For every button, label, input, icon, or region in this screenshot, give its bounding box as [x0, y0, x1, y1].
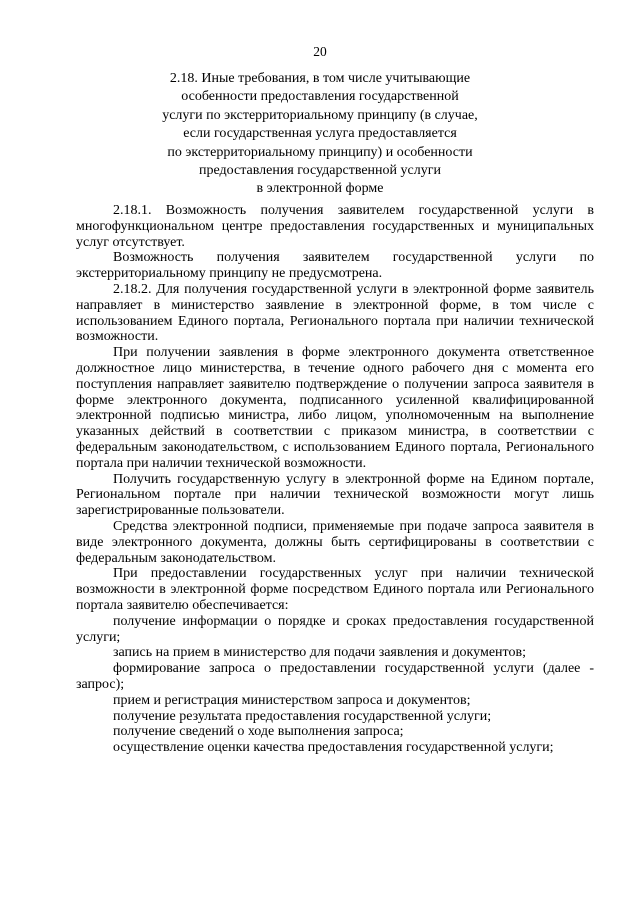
- paragraph: Возможность получения заявителем государственной услуги по экстерриториальному принципу не предусмотрена.: [76, 250, 594, 282]
- heading-line: особенности предоставления государственной: [181, 89, 459, 105]
- section-heading: [120, 70, 520, 199]
- list-item: формирование запроса о предоставлении государственной услуги (далее - запрос);: [76, 661, 594, 692]
- paragraph: Средства электронной подписи, применяемые при подаче запроса заявителя в виде электронного документа, должны быть сертифицированы в соответствии с федеральным законодательством.: [76, 518, 594, 566]
- paragraph: 2.18.2. Для получения государственной услуги в электронной форме заявитель направляет в министерство заявление в электронной форме, в том числе с использованием Единого портала, Регионального портала при наличии технической возможности.: [76, 281, 594, 345]
- heading-line: в электронной форме: [256, 181, 384, 197]
- list-item: получение результата предоставления государственной услуги;: [113, 708, 492, 724]
- heading-line: по экстерриториальному принципу) и особенности: [167, 144, 473, 160]
- list-item: получение сведений о ходе выполнения запроса;: [113, 724, 404, 740]
- paragraph: 2.18.1. Возможность получения заявителем государственной услуги в многофункциональном центре предоставления государственных и муниципальных услуг отсутствует.: [76, 203, 594, 250]
- heading-line: услуги по экстерриториальному принципу (в случае,: [162, 107, 478, 123]
- heading-line: предоставления государственной услуги: [199, 163, 441, 179]
- list-item: прием и регистрация министерством запроса и документов;: [113, 692, 471, 708]
- list-item: запись на прием в министерство для подачи заявления и документов;: [113, 645, 526, 661]
- list-item: получение информации о порядке и сроках предоставления государственной услуги;: [76, 613, 594, 645]
- paragraph: При получении заявления в форме электронного документа ответственное должностное лицо министерства, в течение одного рабочего дня с момента его поступления направляет заявителю подтверждение о получении запроса заявителя в форме электронного документа, подписанного усиленной квалифицированной электронной подписью министра, либо лицом, уполномоченным на выполнение указанных действий в соответствии с приказом министра, в соответствии с федеральным законодательством, с использованием Единого портала, Регионального портала при наличии технической возможности.: [76, 345, 594, 471]
- document-body: [76, 203, 594, 756]
- paragraph: Получить государственную услугу в электронной форме на Едином портале, Региональном портале при наличии технической возможности могут лишь зарегистрированные пользователи.: [76, 471, 594, 519]
- list-item: осуществление оценки качества предоставления государственной услуги;: [113, 740, 554, 756]
- paragraph: При предоставлении государственных услуг при наличии технической возможности в электронной форме посредством Единого портала или Регионального портала заявителю обеспечивается:: [76, 566, 594, 613]
- heading-line: 2.18. Иные требования, в том числе учитывающие: [169, 71, 471, 86]
- page-number: 20: [313, 44, 327, 59]
- heading-line: если государственная услуга предоставляется: [183, 126, 457, 142]
